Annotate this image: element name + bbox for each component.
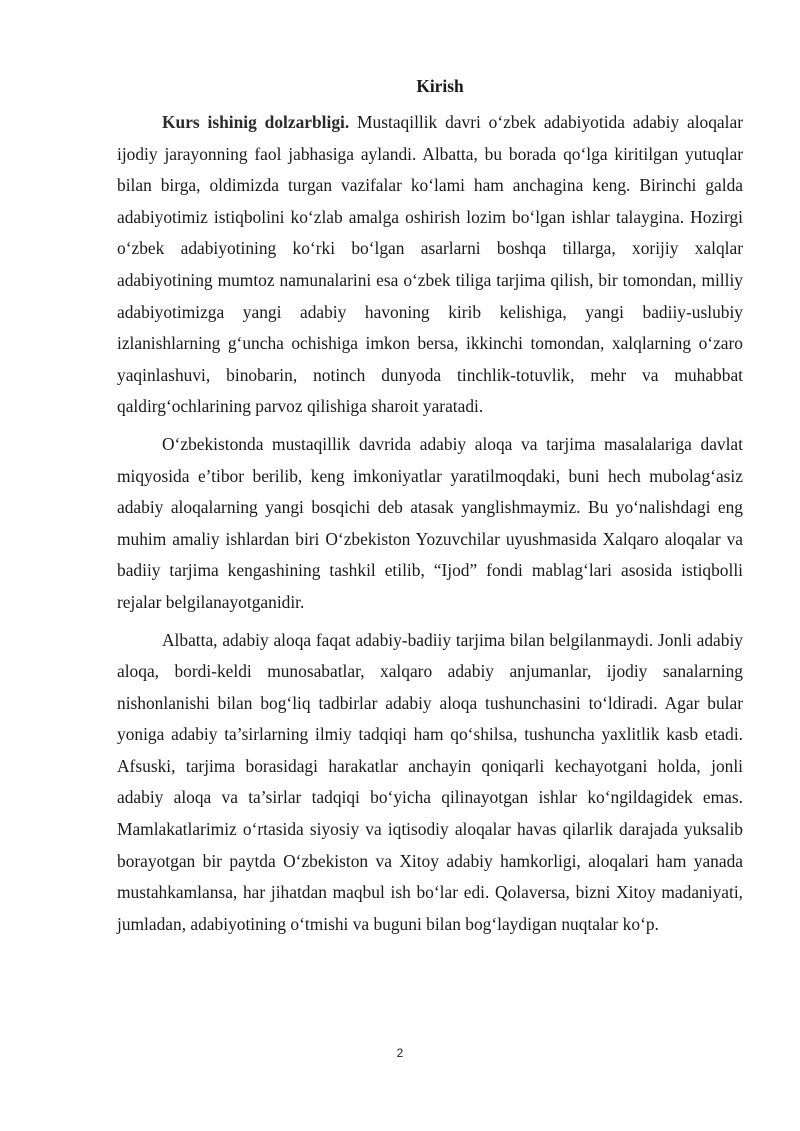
section-title: Kirish [416,76,464,96]
paragraph-lead: Kurs ishinig dolzarbligi. [162,112,350,132]
page-number: 2 [396,1046,404,1060]
paragraph-literary-relations: Albatta, adabiy aloqa faqat adabiy-badiiy tarjima bilan belgilanmaydi. Jonli adabiy aloqa, bordi-keldi munosabatlar, xalqaro adabiy anjumanlar, ijodiy sanalarning nishonlanishi bilan bog‘liq tadbirlar adabiy aloqa tushunchasini to‘ldiradi. Agar bular yoniga adabiy ta’sirlarning ilmiy tadqiqi ham qo‘shilsa, tushuncha yaxlitlik kasb etadi. Afsuski, tarjima borasidagi harakatlar anchayin qoniqarli kechayotgani holda, jonli adabiy aloqa va ta’sirlar tadqiqi bo‘yicha qilinayotgan ishlar ko‘ngildagidek emas. Mamlakatlarimiz o‘rtasida siyosiy va iqtisodiy aloqalar havas qilarlik darajada yuksalib borayotgan bir paytda O‘zbekiston va Xitoy adabiy hamkorligi, aloqalari ham yanada mustahkamlansa, har jihatdan maqbul ish bo‘lar edi. Qolaversa, bizni Xitoy madaniyati, jumladan, adabiyotining o‘tmishi va buguni bilan bog‘laydigan nuqtalar ko‘p. [117,629,743,934]
paragraph-independence: O‘zbekistonda mustaqillik davrida adabiy aloqa va tarjima masalalariga davlat miqyosida e’tibor berilib, keng imkoniyatlar yaratilmoqdaki, buni hech mubolag‘asiz adabiy aloqalarning yangi bosqichi deb atasak yanglishmaymiz. Bu yo‘nalishdagi eng muhim amaliy ishlardan biri O‘zbekiston Yozuvchilar uyushmasida Xalqaro aloqalar va badiiy tarjima kengashining tashkil etilib, “Ijod” fondi mablag‘lari asosida istiqbolli rejalar belgilanayotganidir. [117,433,743,612]
paragraph-relevance [117,107,743,423]
document-page [117,72,743,940]
paragraph-body: Mustaqillik davri o‘zbek adabiyotida adabiy aloqalar ijodiy jarayonning faol jabhasiga aylandi. Albatta, bu borada qo‘lga kiritilgan yutuqlar bilan birga, oldimizda turgan vazifalar ko‘lami ham anchagina keng. Birinchi galda adabiyotimiz istiqbolini ko‘zlab amalga oshirish lozim bo‘lgan ishlar talaygina. Hozirgi o‘zbek adabiyotining ko‘rki bo‘lgan asarlarni boshqa tillarga, xorijiy xalqlar adabiyotining mumtoz namunalarini esa o‘zbek tiliga tarjima qilish, bir tomondan, milliy adabiyotimizga yangi adabiy havoning kirib kelishiga, yangi badiiy-uslubiy izlanishlarning g‘uncha ochishiga imkon bersa, ikkinchi tomondan, xalqlarning o‘zaro yaqinlashuvi, binobarin, notinch dunyoda tinchlik-totuvlik, mehr va muhabbat qaldirg‘ochlarining parvoz qilishiga sharoit yaratadi. [117,112,743,417]
